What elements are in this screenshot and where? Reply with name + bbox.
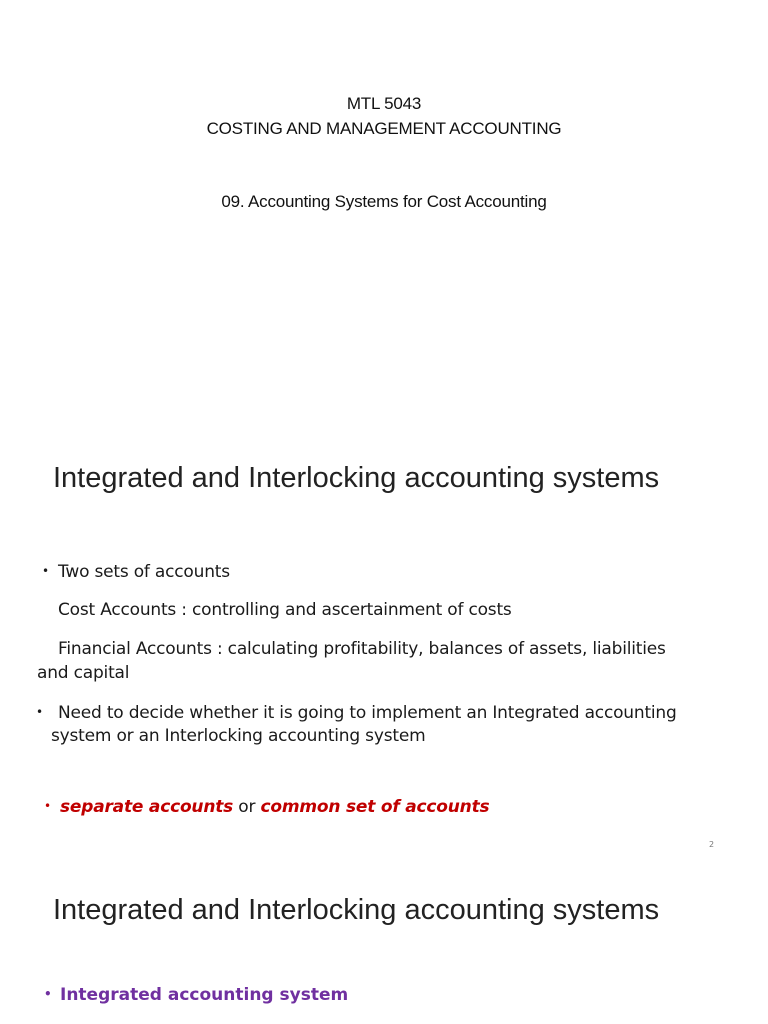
bullet-integrated-system bbox=[44, 985, 348, 1005]
course-title: COSTING AND MANAGEMENT ACCOUNTING bbox=[206, 119, 562, 138]
slide-heading: Integrated and Interlocking accounting systems bbox=[53, 894, 660, 926]
title-slide bbox=[0, 0, 768, 432]
connector-text: or bbox=[233, 797, 261, 817]
emphasis-separate-accounts: separate accounts bbox=[60, 797, 234, 817]
bullet-icon: • bbox=[36, 705, 43, 719]
bullet-icon: • bbox=[42, 564, 49, 578]
page-number: 2 bbox=[709, 840, 715, 849]
course-code: MTL 5043 bbox=[346, 94, 422, 113]
bullet-need-to-decide bbox=[36, 700, 677, 725]
cost-accounts-line: Cost Accounts : controlling and ascertainment of costs bbox=[58, 600, 512, 620]
bullet-icon: • bbox=[44, 987, 52, 1001]
content-slide-3 bbox=[0, 864, 768, 1024]
bullet-text: Need to decide whether it is going to implement an Integrated accounting bbox=[58, 703, 677, 723]
bullet-icon: • bbox=[44, 799, 51, 813]
bullet-separate-or-common bbox=[44, 794, 489, 819]
bullet-need-to-decide-cont: system or an Interlocking accounting system bbox=[51, 726, 426, 746]
lecture-topic: 09. Accounting Systems for Cost Accounting bbox=[221, 192, 547, 211]
content-slide-2 bbox=[0, 432, 768, 864]
bullet-text: Integrated accounting system bbox=[60, 985, 349, 1005]
bullet-two-sets bbox=[42, 559, 230, 584]
slide-heading: Integrated and Interlocking accounting systems bbox=[53, 462, 660, 494]
financial-accounts-line: Financial Accounts : calculating profitability, balances of assets, liabilities bbox=[58, 639, 666, 659]
financial-accounts-line-cont: and capital bbox=[37, 663, 130, 683]
emphasis-common-set: common set of accounts bbox=[260, 797, 490, 817]
bullet-text: Two sets of accounts bbox=[58, 562, 230, 582]
